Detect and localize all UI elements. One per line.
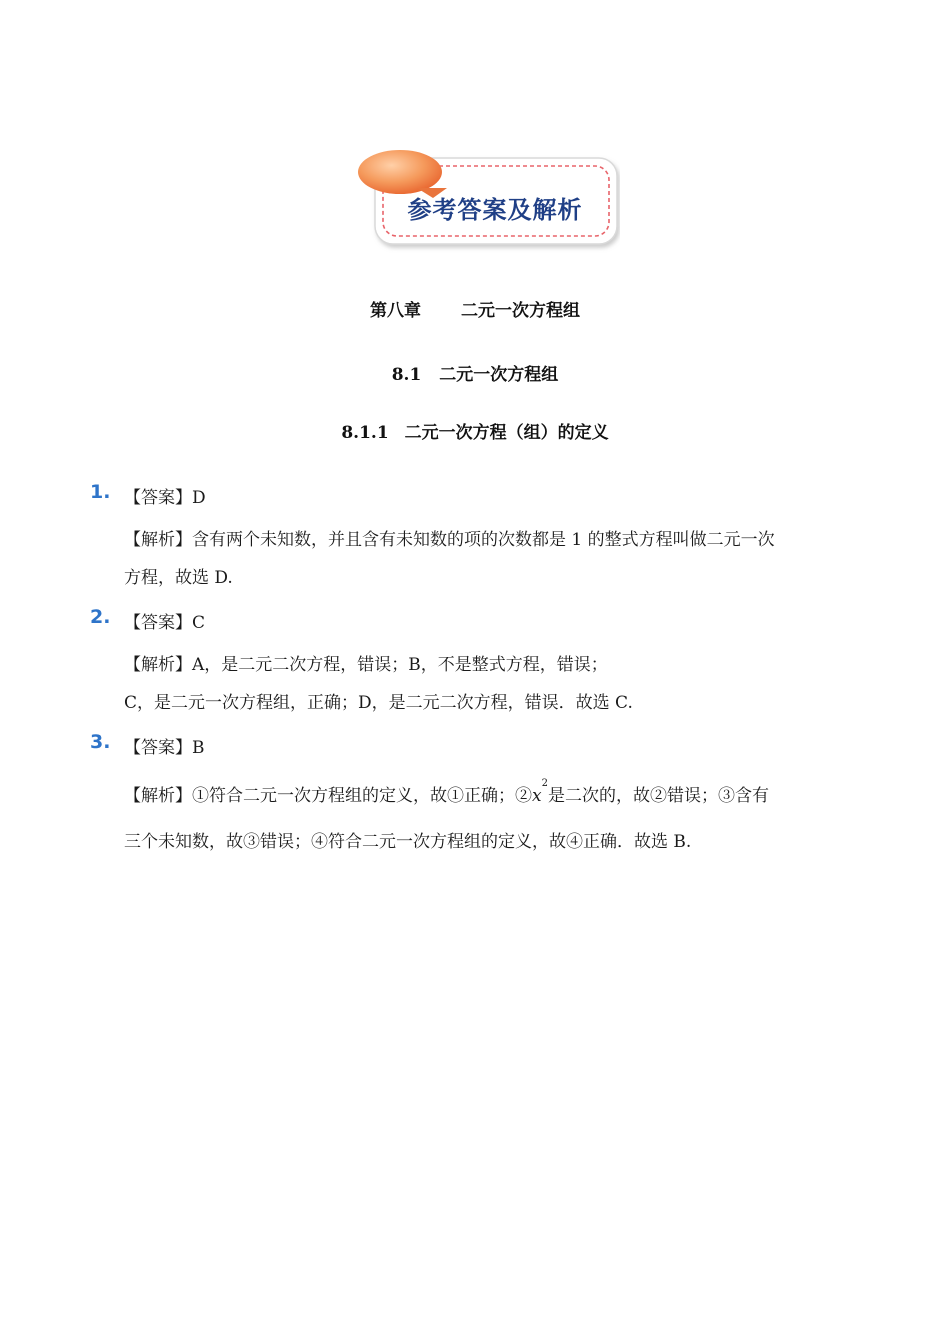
banner-title: 参考答案及解析: [407, 196, 583, 224]
analysis-label: 【解析】: [124, 655, 192, 675]
chapter-heading: [0, 296, 950, 321]
answer-value: C: [192, 613, 206, 633]
answer-banner: [355, 148, 620, 253]
chapter-number: 第八章: [370, 301, 421, 321]
answer-value: B: [192, 738, 205, 758]
analysis-line: 三个未知数，故③错误；④符合二元一次方程组的定义，故④正确．故选 B.: [124, 832, 692, 852]
question-number: 3.: [90, 731, 111, 753]
analysis-text: 是二次的，故②错误；③含有: [547, 786, 769, 806]
analysis-line: [124, 525, 775, 550]
analysis-text: 含有两个未知数，并且含有未知数的项的次数都是 1 的整式方程叫做二元一次: [192, 530, 775, 550]
answer-label: 【答案】: [124, 738, 192, 758]
analysis-line: C，是二元一次方程组，正确；D，是二元二次方程，错误．故选 C.: [124, 693, 633, 713]
answer-line: [124, 608, 205, 633]
exponent: 2: [541, 778, 548, 789]
answer-line: [124, 483, 206, 508]
analysis-label: 【解析】: [124, 786, 192, 806]
question-number: 2.: [90, 606, 111, 628]
subsection-name: 二元一次方程（组）的定义: [404, 423, 609, 443]
section-number: 8.1: [391, 365, 422, 385]
answer-label: 【答案】: [124, 613, 192, 633]
answer-label: 【答案】: [124, 488, 192, 508]
subsection-heading: [0, 418, 950, 443]
analysis-text: ①符合二元一次方程组的定义，故①正确；②: [192, 786, 532, 806]
question-number: 1.: [90, 481, 111, 503]
answer-line: [124, 733, 205, 758]
analysis-text: A，是二元二次方程，错误；B，不是整式方程，错误；: [192, 655, 608, 675]
section-heading: [0, 360, 950, 385]
subsection-number: 8.1.1: [341, 423, 389, 443]
analysis-line: 方程，故选 D.: [124, 568, 233, 588]
answer-value: D: [192, 488, 206, 508]
variable-x: x: [532, 786, 542, 806]
chapter-name: 二元一次方程组: [461, 301, 580, 321]
analysis-line: [124, 650, 608, 675]
analysis-label: 【解析】: [124, 530, 192, 550]
analysis-line: [124, 778, 769, 806]
section-name: 二元一次方程组: [439, 365, 559, 385]
